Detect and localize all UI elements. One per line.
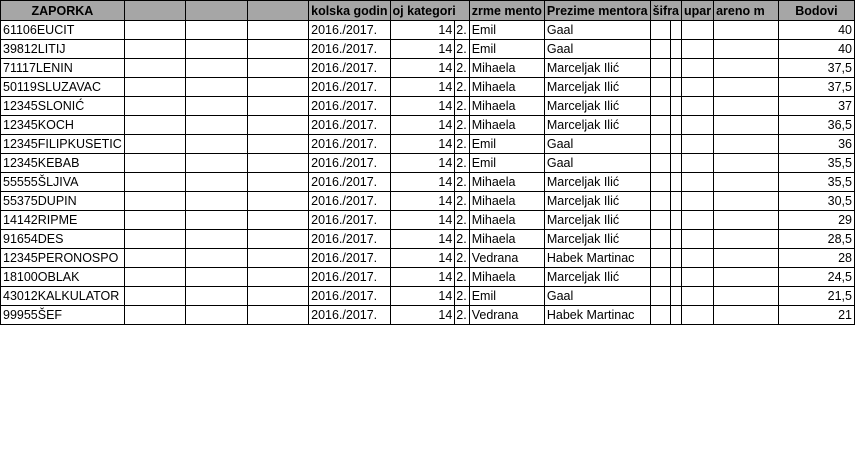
cell-empty[interactable]: [670, 230, 682, 249]
cell-empty[interactable]: [682, 268, 714, 287]
cell-empty[interactable]: [714, 306, 779, 325]
cell-prezime-mentora[interactable]: Habek Martinac: [544, 306, 650, 325]
cell-empty[interactable]: [670, 78, 682, 97]
header-cell-prezime-mentora[interactable]: Prezime mentora: [544, 1, 650, 21]
cell-empty[interactable]: [682, 306, 714, 325]
cell-prezime-mentora[interactable]: Marceljak Ilić: [544, 192, 650, 211]
cell-empty[interactable]: [124, 78, 185, 97]
cell-empty[interactable]: [186, 40, 247, 59]
cell-empty[interactable]: [670, 21, 682, 40]
cell-ime-mentora[interactable]: Mihaela: [469, 116, 544, 135]
cell-prezime-mentora[interactable]: Gaal: [544, 21, 650, 40]
cell-skolska-godina[interactable]: 2016./2017.: [309, 154, 390, 173]
cell-broj-kategorije[interactable]: 14: [390, 306, 455, 325]
cell-empty[interactable]: [186, 154, 247, 173]
cell-empty[interactable]: [247, 268, 308, 287]
cell-zaporka[interactable]: 91654DES: [1, 230, 125, 249]
cell-broj-kategorije[interactable]: 14: [390, 230, 455, 249]
cell-empty[interactable]: [650, 135, 670, 154]
cell-empty[interactable]: [186, 211, 247, 230]
cell-empty[interactable]: [186, 287, 247, 306]
cell-bodovi[interactable]: 37: [778, 97, 854, 116]
cell-bodovi[interactable]: 21,5: [778, 287, 854, 306]
cell-empty[interactable]: [186, 21, 247, 40]
cell-empty[interactable]: [714, 154, 779, 173]
cell-bodovi[interactable]: 24,5: [778, 268, 854, 287]
cell-empty[interactable]: [650, 287, 670, 306]
cell-empty[interactable]: [682, 97, 714, 116]
cell-kategorija[interactable]: 2.: [455, 97, 469, 116]
cell-empty[interactable]: [682, 249, 714, 268]
cell-empty[interactable]: [682, 230, 714, 249]
cell-broj-kategorije[interactable]: 14: [390, 192, 455, 211]
cell-bodovi[interactable]: 37,5: [778, 59, 854, 78]
cell-empty[interactable]: [682, 287, 714, 306]
cell-empty[interactable]: [124, 59, 185, 78]
cell-empty[interactable]: [650, 268, 670, 287]
table-row: [1, 230, 855, 249]
table-row: [1, 59, 855, 78]
cell-empty[interactable]: [670, 211, 682, 230]
cell-kategorija[interactable]: 2.: [455, 287, 469, 306]
table-row: [1, 135, 855, 154]
cell-empty[interactable]: [682, 116, 714, 135]
cell-ime-mentora[interactable]: Mihaela: [469, 192, 544, 211]
cell-empty[interactable]: [682, 211, 714, 230]
header-cell-empty[interactable]: [124, 1, 185, 21]
cell-kategorija[interactable]: 2.: [455, 268, 469, 287]
cell-skolska-godina[interactable]: 2016./2017.: [309, 135, 390, 154]
cell-empty[interactable]: [670, 59, 682, 78]
cell-empty[interactable]: [247, 173, 308, 192]
cell-empty[interactable]: [650, 211, 670, 230]
cell-skolska-godina[interactable]: 2016./2017.: [309, 249, 390, 268]
cell-empty[interactable]: [186, 97, 247, 116]
cell-zaporka[interactable]: 12345FILIPKUSETIC: [1, 135, 125, 154]
cell-empty[interactable]: [670, 135, 682, 154]
cell-empty[interactable]: [124, 154, 185, 173]
cell-zaporka[interactable]: 12345SLONIĆ: [1, 97, 125, 116]
header-cell-skolska-godina[interactable]: kolska godin: [309, 1, 390, 21]
cell-empty[interactable]: [247, 306, 308, 325]
cell-empty[interactable]: [124, 173, 185, 192]
cell-ime-mentora[interactable]: Mihaela: [469, 78, 544, 97]
cell-empty[interactable]: [670, 116, 682, 135]
cell-empty[interactable]: [186, 116, 247, 135]
cell-kategorija[interactable]: 2.: [455, 173, 469, 192]
cell-prezime-mentora[interactable]: Habek Martinac: [544, 249, 650, 268]
cell-empty[interactable]: [247, 59, 308, 78]
cell-empty[interactable]: [247, 21, 308, 40]
cell-empty[interactable]: [186, 306, 247, 325]
cell-skolska-godina[interactable]: 2016./2017.: [309, 173, 390, 192]
cell-skolska-godina[interactable]: 2016./2017.: [309, 78, 390, 97]
cell-zaporka[interactable]: 55555ŠLJIVA: [1, 173, 125, 192]
cell-ime-mentora[interactable]: Mihaela: [469, 230, 544, 249]
cell-empty[interactable]: [124, 287, 185, 306]
cell-empty[interactable]: [247, 287, 308, 306]
cell-empty[interactable]: [247, 116, 308, 135]
cell-skolska-godina[interactable]: 2016./2017.: [309, 192, 390, 211]
cell-empty[interactable]: [650, 116, 670, 135]
cell-skolska-godina[interactable]: 2016./2017.: [309, 287, 390, 306]
cell-empty[interactable]: [247, 40, 308, 59]
cell-empty[interactable]: [714, 287, 779, 306]
cell-ime-mentora[interactable]: Vedrana: [469, 249, 544, 268]
header-row: [1, 1, 855, 21]
cell-ime-mentora[interactable]: Emil: [469, 154, 544, 173]
cell-broj-kategorije[interactable]: 14: [390, 78, 455, 97]
cell-ime-mentora[interactable]: Emil: [469, 135, 544, 154]
cell-prezime-mentora[interactable]: Marceljak Ilić: [544, 116, 650, 135]
cell-empty[interactable]: [650, 230, 670, 249]
cell-kategorija[interactable]: 2.: [455, 230, 469, 249]
table-row: [1, 154, 855, 173]
table-row: [1, 21, 855, 40]
cell-empty[interactable]: [247, 154, 308, 173]
cell-empty[interactable]: [682, 59, 714, 78]
cell-empty[interactable]: [247, 78, 308, 97]
cell-empty[interactable]: [247, 249, 308, 268]
cell-kategorija[interactable]: 2.: [455, 40, 469, 59]
header-cell-sifra[interactable]: šifra: [650, 1, 681, 21]
cell-prezime-mentora[interactable]: Marceljak Ilić: [544, 268, 650, 287]
cell-empty[interactable]: [650, 40, 670, 59]
cell-empty[interactable]: [124, 306, 185, 325]
cell-bodovi[interactable]: 28,5: [778, 230, 854, 249]
cell-broj-kategorije[interactable]: 14: [390, 97, 455, 116]
cell-empty[interactable]: [650, 249, 670, 268]
cell-kategorija[interactable]: 2.: [455, 135, 469, 154]
cell-bodovi[interactable]: 36,5: [778, 116, 854, 135]
cell-skolska-godina[interactable]: 2016./2017.: [309, 21, 390, 40]
cell-empty[interactable]: [682, 78, 714, 97]
cell-ime-mentora[interactable]: Emil: [469, 287, 544, 306]
cell-ime-mentora[interactable]: Mihaela: [469, 173, 544, 192]
cell-empty[interactable]: [714, 116, 779, 135]
cell-empty[interactable]: [186, 59, 247, 78]
cell-empty[interactable]: [650, 21, 670, 40]
table-row: [1, 249, 855, 268]
table-row: [1, 97, 855, 116]
cell-bodovi[interactable]: 21: [778, 306, 854, 325]
cell-kategorija[interactable]: 2.: [455, 211, 469, 230]
cell-empty[interactable]: [650, 78, 670, 97]
cell-empty[interactable]: [714, 21, 779, 40]
table-row: [1, 306, 855, 325]
cell-bodovi[interactable]: 36: [778, 135, 854, 154]
cell-empty[interactable]: [682, 135, 714, 154]
cell-skolska-godina[interactable]: 2016./2017.: [309, 40, 390, 59]
header-cell-zaporka[interactable]: ZAPORKA: [1, 1, 125, 21]
cell-empty[interactable]: [247, 211, 308, 230]
cell-empty[interactable]: [670, 154, 682, 173]
cell-bodovi[interactable]: 37,5: [778, 78, 854, 97]
cell-empty[interactable]: [124, 135, 185, 154]
cell-prezime-mentora[interactable]: Gaal: [544, 135, 650, 154]
cell-prezime-mentora[interactable]: Marceljak Ilić: [544, 59, 650, 78]
cell-broj-kategorije[interactable]: 14: [390, 135, 455, 154]
cell-zaporka[interactable]: 14142RIPME: [1, 211, 125, 230]
cell-prezime-mentora[interactable]: Gaal: [544, 154, 650, 173]
cell-empty[interactable]: [714, 249, 779, 268]
cell-ime-mentora[interactable]: Emil: [469, 21, 544, 40]
cell-empty[interactable]: [650, 59, 670, 78]
cell-skolska-godina[interactable]: 2016./2017.: [309, 211, 390, 230]
cell-empty[interactable]: [124, 268, 185, 287]
cell-empty[interactable]: [714, 173, 779, 192]
cell-empty[interactable]: [247, 135, 308, 154]
table-row: [1, 287, 855, 306]
cell-zaporka[interactable]: 18100OBLAK: [1, 268, 125, 287]
cell-empty[interactable]: [650, 173, 670, 192]
cell-empty[interactable]: [186, 249, 247, 268]
cell-zaporka[interactable]: 50119SLUZAVAC: [1, 78, 125, 97]
cell-broj-kategorije[interactable]: 14: [390, 116, 455, 135]
cell-empty[interactable]: [682, 21, 714, 40]
cell-empty[interactable]: [186, 78, 247, 97]
table-row: [1, 268, 855, 287]
cell-skolska-godina[interactable]: 2016./2017.: [309, 230, 390, 249]
table-row: [1, 173, 855, 192]
cell-empty[interactable]: [247, 97, 308, 116]
cell-skolska-godina[interactable]: 2016./2017.: [309, 59, 390, 78]
cell-skolska-godina[interactable]: 2016./2017.: [309, 97, 390, 116]
cell-zaporka[interactable]: 12345KEBAB: [1, 154, 125, 173]
cell-empty[interactable]: [670, 287, 682, 306]
cell-empty[interactable]: [124, 21, 185, 40]
cell-empty[interactable]: [124, 192, 185, 211]
cell-empty[interactable]: [714, 268, 779, 287]
cell-empty[interactable]: [247, 192, 308, 211]
cell-empty[interactable]: [714, 59, 779, 78]
cell-prezime-mentora[interactable]: Marceljak Ilić: [544, 211, 650, 230]
cell-empty[interactable]: [650, 97, 670, 116]
cell-empty[interactable]: [186, 173, 247, 192]
cell-zaporka[interactable]: 55375DUPIN: [1, 192, 125, 211]
cell-empty[interactable]: [714, 97, 779, 116]
cell-empty[interactable]: [714, 78, 779, 97]
header-cell-ime-mentora[interactable]: zrme mento: [469, 1, 544, 21]
cell-bodovi[interactable]: 40: [778, 21, 854, 40]
header-cell-empty[interactable]: [247, 1, 308, 21]
header-cell-ostvareno-mjesto[interactable]: areno m: [714, 1, 779, 21]
cell-empty[interactable]: [714, 192, 779, 211]
cell-kategorija[interactable]: 2.: [455, 306, 469, 325]
cell-kategorija[interactable]: 2.: [455, 59, 469, 78]
header-cell-bodovi[interactable]: Bodovi: [778, 1, 854, 21]
table-row: [1, 116, 855, 135]
header-cell-broj-kategorije[interactable]: oj kategori: [390, 1, 469, 21]
cell-bodovi[interactable]: 28: [778, 249, 854, 268]
cell-prezime-mentora[interactable]: Marceljak Ilić: [544, 78, 650, 97]
cell-broj-kategorije[interactable]: 14: [390, 21, 455, 40]
cell-empty[interactable]: [714, 40, 779, 59]
cell-empty[interactable]: [670, 97, 682, 116]
cell-empty[interactable]: [714, 135, 779, 154]
table-row: [1, 78, 855, 97]
cell-kategorija[interactable]: 2.: [455, 249, 469, 268]
cell-empty[interactable]: [124, 40, 185, 59]
cell-empty[interactable]: [186, 230, 247, 249]
cell-broj-kategorije[interactable]: 14: [390, 211, 455, 230]
cell-ime-mentora[interactable]: Mihaela: [469, 268, 544, 287]
cell-broj-kategorije[interactable]: 14: [390, 154, 455, 173]
cell-empty[interactable]: [186, 268, 247, 287]
cell-zaporka[interactable]: 71117LENIN: [1, 59, 125, 78]
cell-empty[interactable]: [714, 230, 779, 249]
cell-ime-mentora[interactable]: Mihaela: [469, 211, 544, 230]
cell-skolska-godina[interactable]: 2016./2017.: [309, 116, 390, 135]
cell-empty[interactable]: [682, 173, 714, 192]
cell-empty[interactable]: [682, 154, 714, 173]
cell-kategorija[interactable]: 2.: [455, 154, 469, 173]
cell-prezime-mentora[interactable]: Gaal: [544, 287, 650, 306]
cell-empty[interactable]: [124, 211, 185, 230]
cell-zaporka[interactable]: 12345KOCH: [1, 116, 125, 135]
table-row: [1, 211, 855, 230]
cell-prezime-mentora[interactable]: Marceljak Ilić: [544, 173, 650, 192]
cell-empty[interactable]: [670, 249, 682, 268]
cell-broj-kategorije[interactable]: 14: [390, 268, 455, 287]
cell-empty[interactable]: [247, 230, 308, 249]
cell-broj-kategorije[interactable]: 14: [390, 287, 455, 306]
cell-empty[interactable]: [682, 40, 714, 59]
cell-skolska-godina[interactable]: 2016./2017.: [309, 306, 390, 325]
cell-kategorija[interactable]: 2.: [455, 192, 469, 211]
cell-broj-kategorije[interactable]: 14: [390, 173, 455, 192]
table-row: [1, 192, 855, 211]
cell-bodovi[interactable]: 35,5: [778, 154, 854, 173]
cell-prezime-mentora[interactable]: Marceljak Ilić: [544, 97, 650, 116]
cell-bodovi[interactable]: 30,5: [778, 192, 854, 211]
cell-empty[interactable]: [682, 192, 714, 211]
cell-zaporka[interactable]: 99955ŠEF: [1, 306, 125, 325]
cell-bodovi[interactable]: 29: [778, 211, 854, 230]
cell-bodovi[interactable]: 40: [778, 40, 854, 59]
header-cell-uspjeh[interactable]: upar: [682, 1, 714, 21]
cell-ime-mentora[interactable]: Mihaela: [469, 59, 544, 78]
cell-empty[interactable]: [124, 249, 185, 268]
cell-kategorija[interactable]: 2.: [455, 21, 469, 40]
cell-empty[interactable]: [670, 192, 682, 211]
cell-empty[interactable]: [670, 268, 682, 287]
cell-empty[interactable]: [186, 135, 247, 154]
cell-empty[interactable]: [186, 192, 247, 211]
cell-prezime-mentora[interactable]: Gaal: [544, 40, 650, 59]
cell-ime-mentora[interactable]: Emil: [469, 40, 544, 59]
cell-skolska-godina[interactable]: 2016./2017.: [309, 268, 390, 287]
cell-zaporka[interactable]: 43012KALKULATOR: [1, 287, 125, 306]
cell-empty[interactable]: [124, 97, 185, 116]
cell-empty[interactable]: [714, 211, 779, 230]
cell-zaporka[interactable]: 12345PERONOSPO: [1, 249, 125, 268]
cell-broj-kategorije[interactable]: 14: [390, 40, 455, 59]
cell-empty[interactable]: [650, 192, 670, 211]
table-row: [1, 40, 855, 59]
cell-bodovi[interactable]: 35,5: [778, 173, 854, 192]
cell-broj-kategorije[interactable]: 14: [390, 59, 455, 78]
cell-zaporka[interactable]: 61106EUCIT: [1, 21, 125, 40]
cell-zaporka[interactable]: 39812LITIJ: [1, 40, 125, 59]
cell-kategorija[interactable]: 2.: [455, 78, 469, 97]
cell-empty[interactable]: [670, 173, 682, 192]
cell-empty[interactable]: [670, 40, 682, 59]
cell-empty[interactable]: [124, 116, 185, 135]
header-cell-empty[interactable]: [186, 1, 247, 21]
cell-kategorija[interactable]: 2.: [455, 116, 469, 135]
cell-empty[interactable]: [650, 306, 670, 325]
cell-empty[interactable]: [124, 230, 185, 249]
cell-empty[interactable]: [650, 154, 670, 173]
cell-prezime-mentora[interactable]: Marceljak Ilić: [544, 230, 650, 249]
cell-ime-mentora[interactable]: Vedrana: [469, 306, 544, 325]
cell-empty[interactable]: [670, 306, 682, 325]
cell-broj-kategorije[interactable]: 14: [390, 249, 455, 268]
cell-ime-mentora[interactable]: Mihaela: [469, 97, 544, 116]
